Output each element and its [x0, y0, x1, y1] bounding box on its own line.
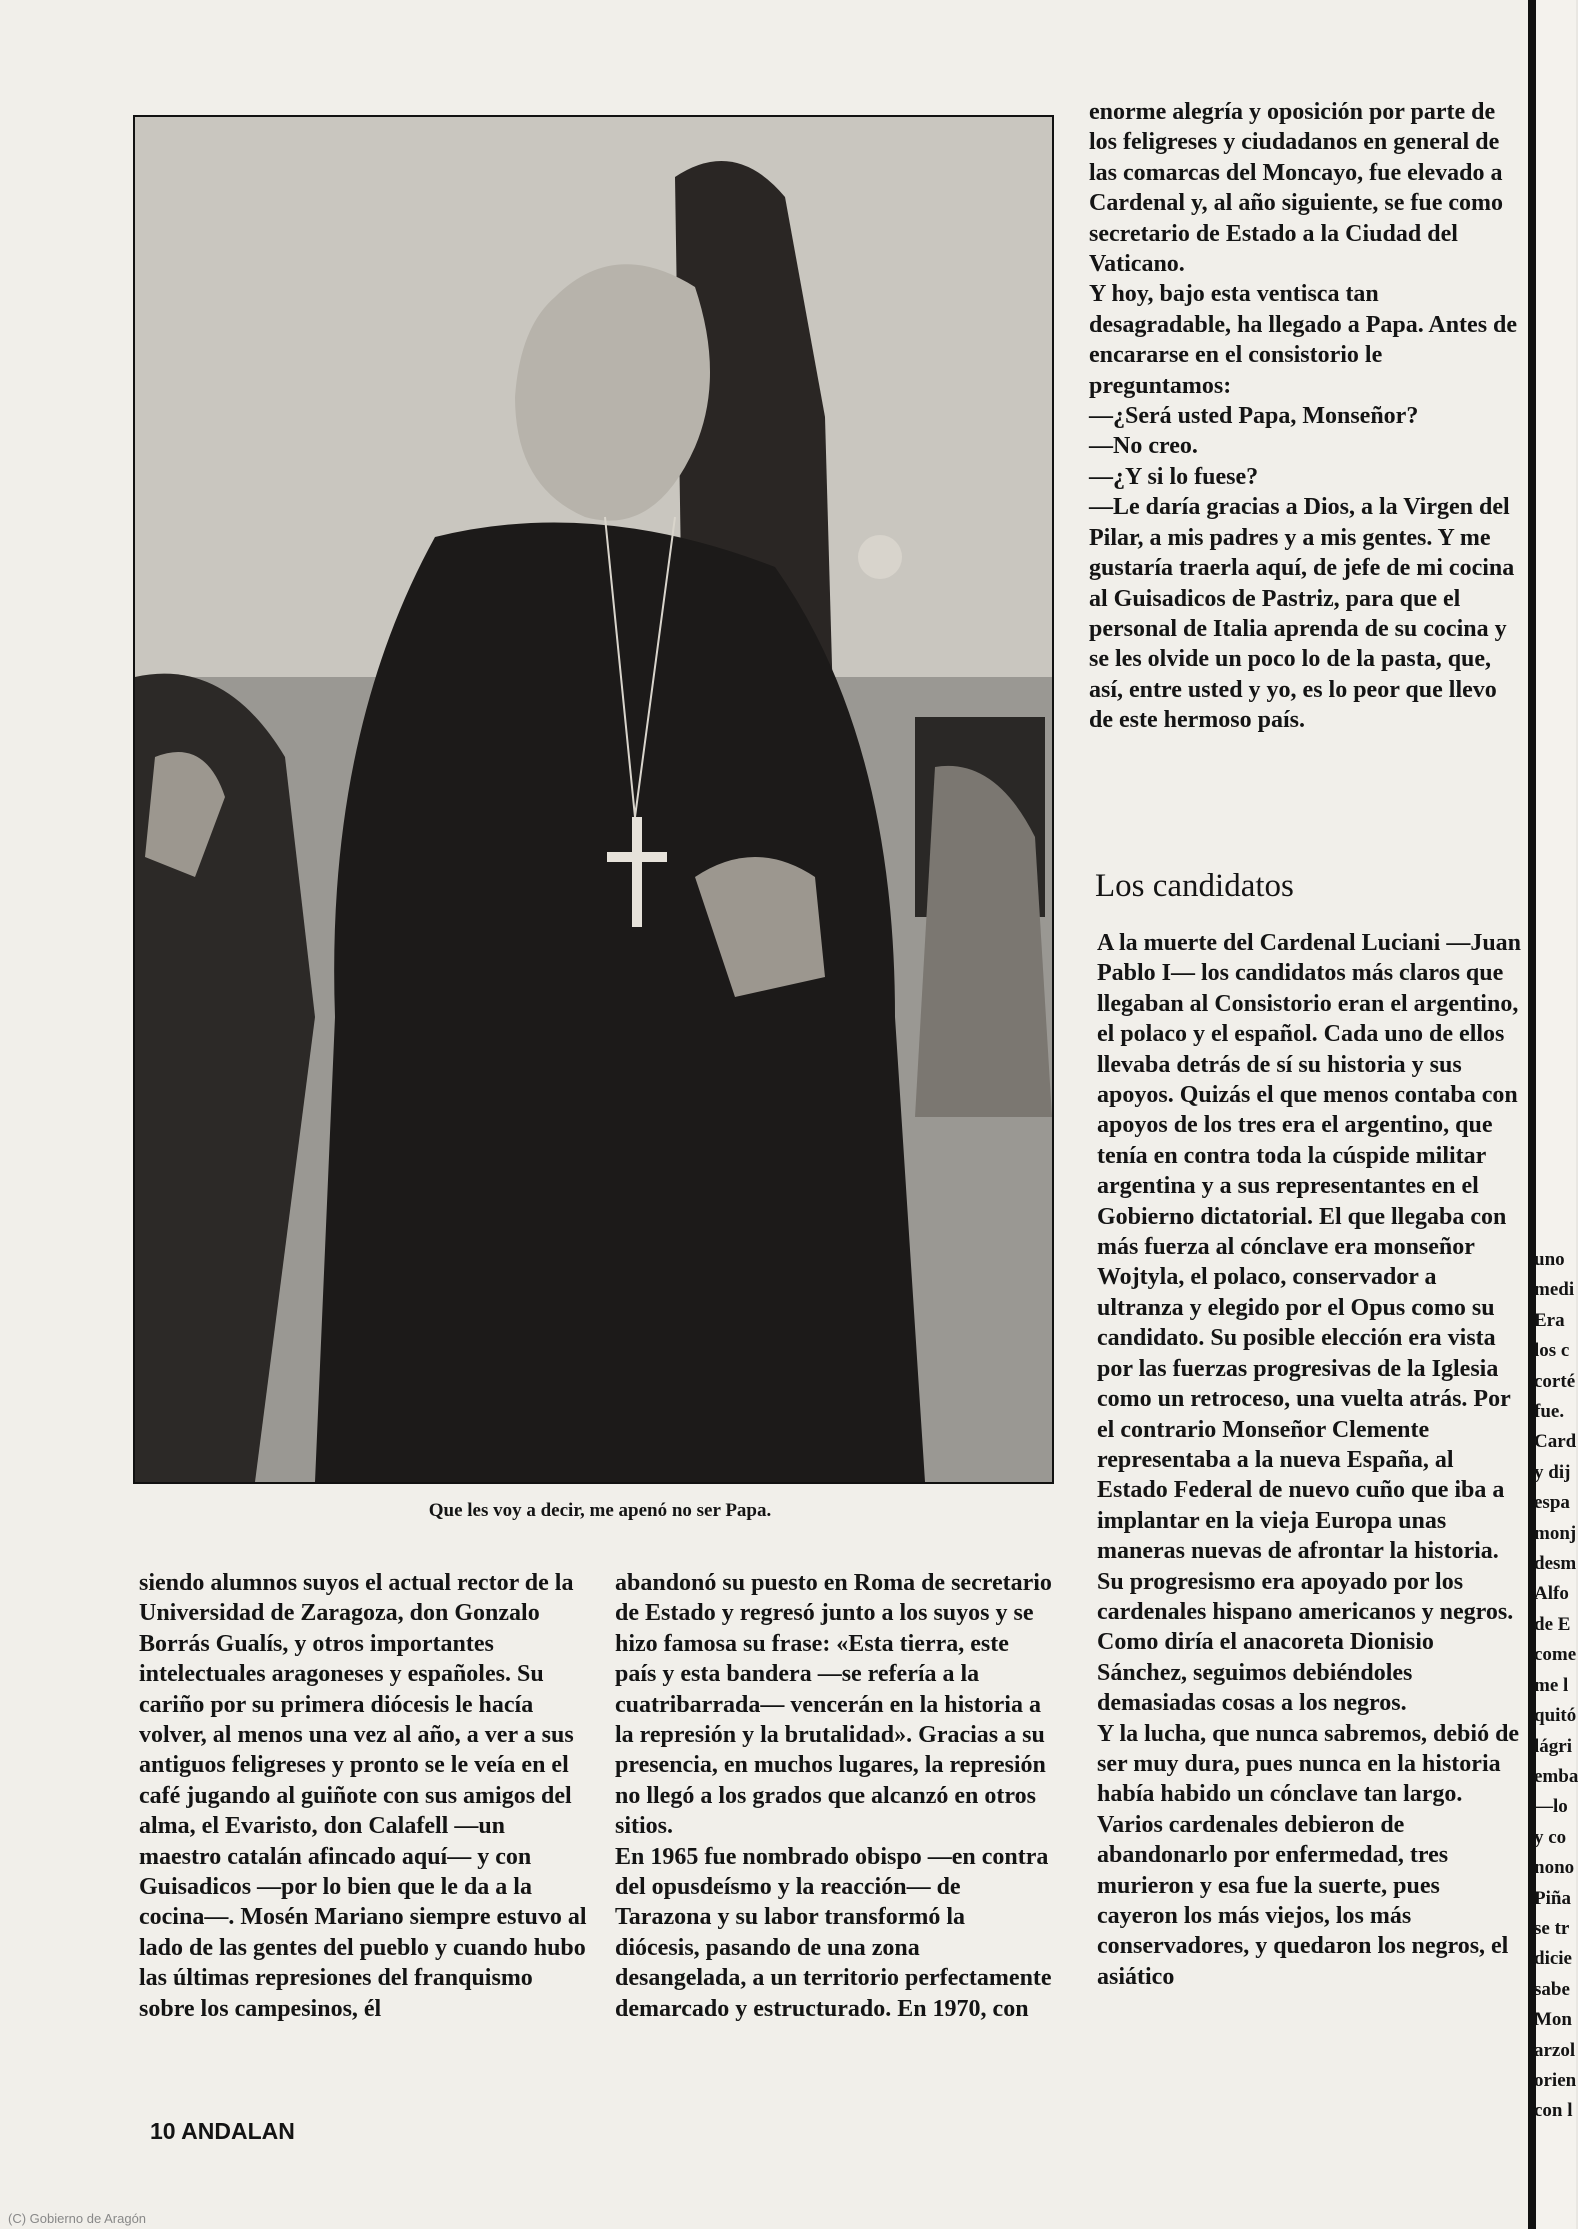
adjacent-fragment: Piña — [1534, 1887, 1571, 1909]
adjacent-fragment: monj — [1534, 1522, 1577, 1544]
paragraph: Y hoy, bajo esta ventisca tan desagradable, ha llegado a Papa. Antes de encararse en el consistorio le preguntamos: — [1089, 281, 1518, 399]
adjacent-fragment: corté — [1534, 1370, 1576, 1392]
adjacent-fragment: come — [1534, 1644, 1577, 1666]
adjacent-fragment: espa — [1534, 1492, 1570, 1514]
photo-cardinal — [133, 115, 1054, 1484]
adjacent-fragment: Era — [1534, 1309, 1565, 1331]
adjacent-fragment: de E — [1534, 1613, 1571, 1635]
adjacent-fragment: lágri — [1534, 1735, 1572, 1757]
adjacent-fragment: Mon — [1534, 2009, 1572, 2031]
portrait-illustration — [135, 117, 1052, 1482]
adjacent-fragment: —lo — [1534, 1796, 1568, 1818]
article-column-right-bottom — [1097, 928, 1522, 1992]
paragraph: abandonó su puesto en Roma de secretario de Estado y regresó junto a los suyos y se hizo famosa su frase: «Esta tierra, este país y esta bandera —se refería a la cuatribarrada— vencerán en la historia a la represión y la brutalidad». Gracias a su presencia, en muchos lugares, la represión no llegó a los grados que alcanzó en otros sitios. — [615, 1570, 1052, 1840]
dialogue-line: —¿Será usted Papa, Monseñor? — [1089, 403, 1419, 430]
dialogue-line: —¿Y si lo fuese? — [1089, 463, 1259, 490]
article-column-right-top — [1089, 97, 1519, 736]
copyright-notice: (C) Gobierno de Aragón — [8, 2211, 147, 2226]
paragraph: Y la lucha, que nunca sabremos, debió de ser muy dura, pues nunca en la historia había habido un cónclave tan largo. Varios cardenales debieron de abandonarlo por enfermedad, tres murieron y esa fue la suerte, pues cayeron los más viejos, los más conservadores, y quedaron los negros, el asiático — [1097, 1720, 1520, 1990]
adjacent-fragment: Alfo — [1534, 1583, 1569, 1605]
publication-name: ANDALAN — [181, 2118, 295, 2144]
paragraph: enorme alegría y oposición por parte de los feligreses y ciudadanos en general de las comarcas del Moncayo, fue elevado a Cardenal y, al año siguiente, se fue como secretario de Estado a la Ciudad del Vaticano. — [1089, 99, 1503, 278]
adjacent-fragment: fue. — [1534, 1401, 1565, 1423]
dialogue-line: —Le daría gracias a Dios, a la Virgen del Pilar, a mis padres y a mis gentes. Y me gustaría traerla aquí, de jefe de mi cocina al Guisadicos de Pastriz, para que el personal de Italia aprenda de su cocina y se les olvide un poco lo de la pasta, que, así, entre usted y yo, es lo peor que llevo de este hermoso país. — [1089, 494, 1515, 734]
paragraph: siendo alumnos suyos el actual rector de la Universidad de Zaragoza, don Gonzalo Borrás Gualís, y otros importantes intelectuales aragoneses y españoles. Su cariño por su primera diócesis le hacía volver, al menos una vez al año, a ver a sus antiguos feligreses y pronto se le veía en el café jugando al guiñote con sus amigos del alma, el Evaristo, don Calafell —un maestro catalán afincado aquí— y con Guisadicos —por lo bien que le da a la cocina—. Mosén Mariano siempre estuvo al lado de las gentes del pueblo y cuando hubo las últimas represiones del franquismo sobre los campesinos, él — [139, 1570, 587, 2022]
adjacent-fragment: nono — [1534, 1857, 1575, 1879]
photo-caption: Que les voy a decir, me apenó no ser Papa. — [428, 1500, 772, 1521]
section-heading: Los candidatos — [1095, 868, 1294, 904]
adjacent-fragment: y dij — [1534, 1461, 1571, 1483]
adjacent-fragment: desm — [1534, 1553, 1577, 1575]
adjacent-fragment: los c — [1534, 1340, 1570, 1362]
adjacent-fragment: Card — [1534, 1431, 1577, 1453]
adjacent-fragment: emba — [1534, 1765, 1578, 1787]
article-column-left — [139, 1568, 589, 2024]
adjacent-fragment: me l — [1534, 1674, 1569, 1696]
adjacent-fragment: arzol — [1534, 2039, 1576, 2061]
adjacent-page-fragments — [1534, 1245, 1578, 2127]
adjacent-fragment: medi — [1534, 1279, 1575, 1301]
adjacent-fragment: con l — [1534, 2100, 1573, 2122]
adjacent-fragment: y co — [1534, 1826, 1567, 1848]
adjacent-fragment: se tr — [1534, 1917, 1570, 1939]
paragraph: En 1965 fue nombrado obispo —en contra del opusdeísmo y la reacción— de Tarazona y su labor transformó la diócesis, pasando de una zona desangelada, a un territorio perfectamente demarcado y estructurado. En 1970, con — [615, 1843, 1052, 2022]
adjacent-fragment: orien — [1534, 2069, 1577, 2091]
article-column-middle — [615, 1568, 1055, 2024]
page-folio — [150, 2118, 295, 2145]
adjacent-fragment: uno — [1534, 1249, 1565, 1270]
adjacent-fragment: dicie — [1534, 1948, 1572, 1970]
page-number: 10 — [150, 2118, 176, 2144]
dialogue-line: —No creo. — [1089, 433, 1198, 460]
adjacent-fragment: quitó — [1534, 1705, 1577, 1727]
paragraph: A la muerte del Cardenal Luciani —Juan Pablo I— los candidatos más claros que llegaban al Consistorio eran el argentino, el polaco y el español. Cada uno de ellos llevaba detrás de sí su historia y sus apoyos. Quizás el que menos contaba con apoyos de los tres era el argentino, que tenía en contra toda la cúspide militar argentina y a sus representantes en el Gobierno dictatorial. El que llegaba con más fuerza al cónclave era monseñor Wojtyla, el polaco, conservador a ultranza y elegido por el Opus como su candidato. Su posible elección era vista por las fuerzas progresivas de la Iglesia como un retroceso, una vuelta atrás. Por el contrario Monseñor Clemente representaba a la nueva España, al Estado Federal de nuevo cuño que iba a implantar en la vieja Europa unas maneras nuevas de afrontar la historia. Su progresismo era apoyado por los cardenales hispano americanos y negros. Como diría el anacoreta Dionisio Sánchez, seguimos debiéndoles demasiadas cosas a los negros. — [1097, 930, 1522, 1717]
adjacent-fragment: sabe — [1534, 1978, 1570, 2000]
